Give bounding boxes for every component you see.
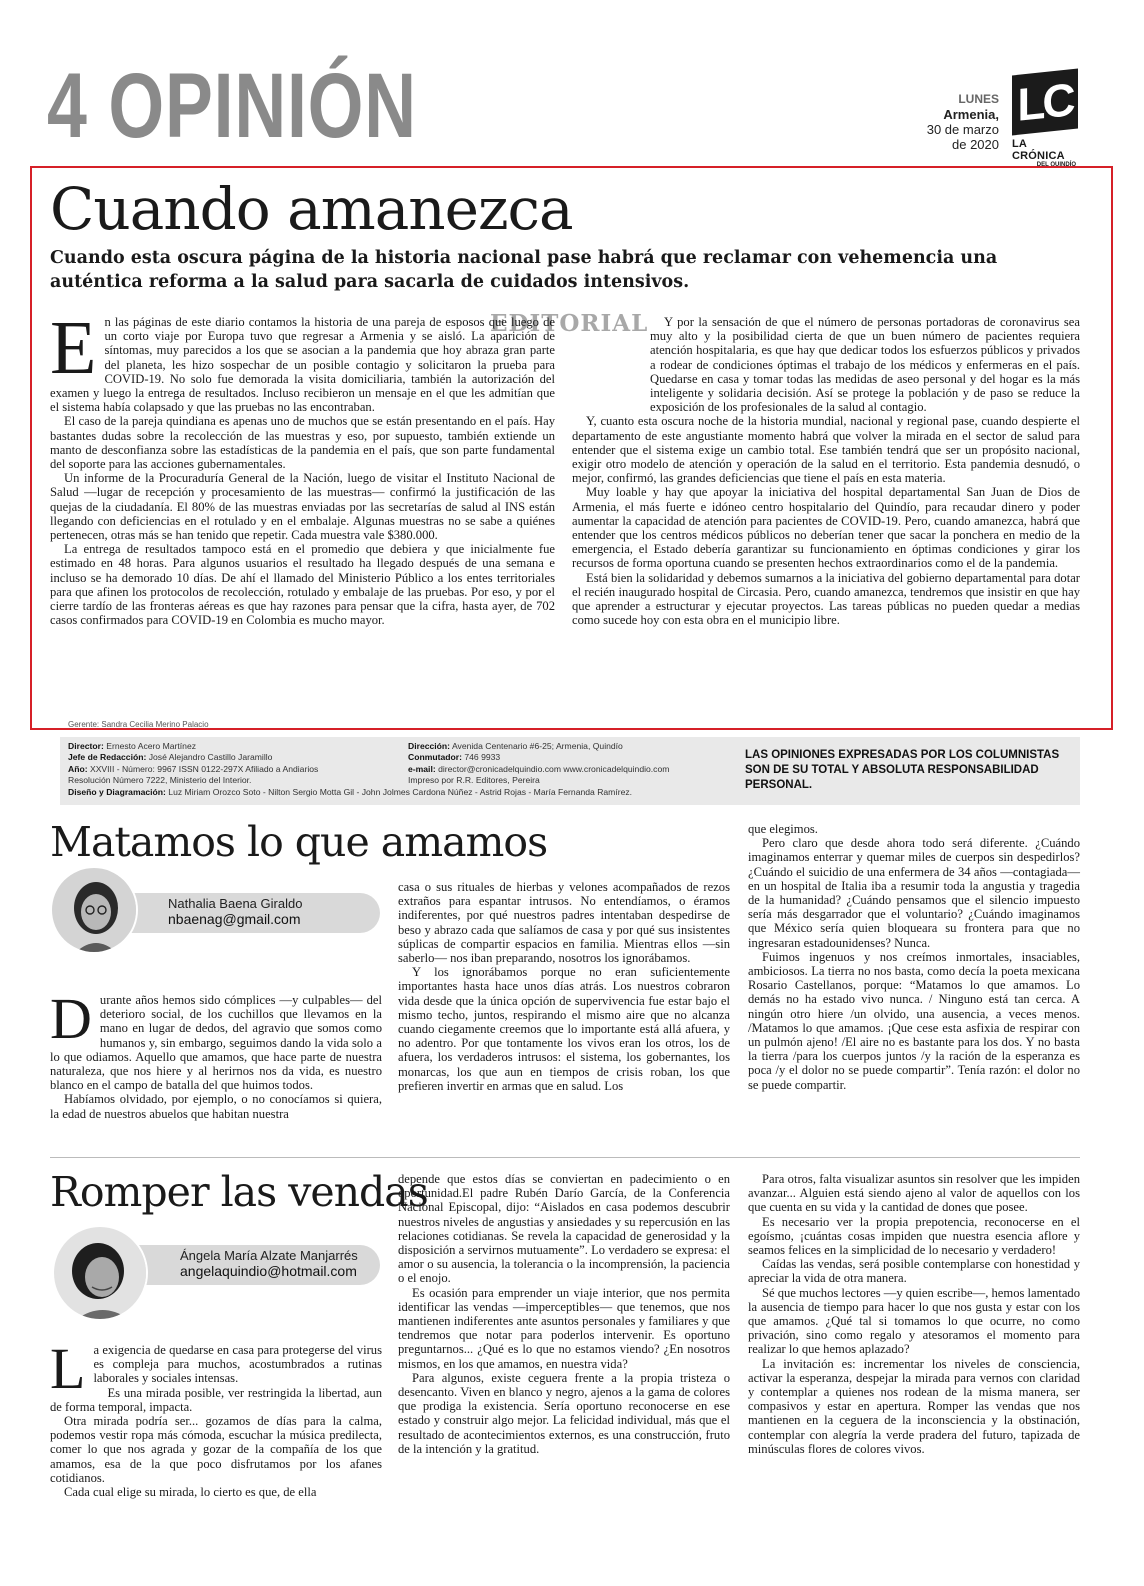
editorial-paragraph: Muy loable y hay que apoyar la iniciativa del hospital departamental San Juan de Dios de Armenia, el más fuerte e idóneo centro hospitalario del Quindío, para recaudar dinero y poder aumentar la capacidad de atención para pacientes de COVID-19. Pero, cuando amanezca, habrá que entender que los centros médicos públicos no deberían tener que sacar la ponchera en medio de la emergencia, el Estado debería garantizar su funcionamiento en óptimas condiciones y girar los recursos de forma oportuna cuando se presenten hechos extraordinarios como el de la pandemia.: [572, 485, 1080, 571]
masthead-gerente: Gerente: Sandra Cecilia Merino Palacio: [68, 720, 209, 729]
author-avatar: [52, 1225, 148, 1321]
editorial-paragraph: El caso de la pareja quindiana es apenas uno de muchos que se están presentando en el país. Hay bastantes dudas sobre la recolección de las muestras y eso, por supuesto, también extiende un manto de desconfianza sobre las estadísticas de la pandemia en el país, que son parte fundamental del soporte para las acciones gubernamentales.: [50, 414, 555, 472]
column-title: Romper las vendas: [50, 1168, 428, 1216]
editorial-paragraph: En las páginas de este diario contamos la historia de una pareja de esposos que luego de un corto viaje por Europa tuvo que regresar a Armenia y se aisló. La aparición de síntomas, muy parecidos a los que se asocian a la pandemia que hoy abraza gran parte del planeta, les hizo sospechar de un posible contagio y solicitaron la prueba para COVID-19. No solo fue demorada la visita domiciliaria, también la autorización del examen y luego la entrega de resultados. Incluso recibieron un mensaje en el que les admitían que el sistema había colapsado y que las pruebas no las encontraban.: [50, 306, 555, 415]
author-avatar: [50, 866, 138, 954]
column1-dropcap: D: [50, 986, 92, 1051]
section-divider: [50, 1157, 1080, 1158]
masthead-right: Dirección: Avenida Centenario #6-25; Armenia, Quindío Conmutador: 746 9933 e-mail: director@cronicadelquindio.com www.cronicadelquindio.com Impreso por R.R. Editores, Pereira: [408, 741, 670, 786]
dateline-date-2: de 2020: [952, 137, 999, 152]
author-email: angelaquindio@hotmail.com: [180, 1263, 357, 1279]
logo-name: LA CRÓNICA: [1012, 138, 1065, 162]
newspaper-logo: [1012, 72, 1080, 168]
author-name: Ángela María Alzate Manjarrés: [180, 1248, 358, 1263]
masthead-notice: LAS OPINIONES EXPRESADAS POR LOS COLUMNISTAS SON DE SU TOTAL Y ABSOLUTA RESPONSABILIDAD PERSONAL.: [745, 749, 1060, 791]
editorial-lead: Cuando esta oscura página de la historia nacional pase habrá que reclamar con vehemencia una auténtica reforma a la salud para sacarla de cuidados intensivos.: [50, 248, 998, 292]
dateline: [927, 92, 999, 152]
author-box: [120, 1245, 380, 1285]
author-box: [108, 893, 380, 933]
column-title: Matamos lo que amamos: [50, 818, 548, 866]
author-name: Nathalia Baena Giraldo: [168, 896, 303, 911]
column2-dropcap: L: [50, 1336, 86, 1401]
editorial-column-right: [572, 315, 1080, 627]
logo-sub: DEL QUINDÍO: [1036, 162, 1076, 168]
editorial-paragraph: La entrega de resultados tampoco está en el promedio que debiera y que inicialmente fue estimado en 48 horas. Para algunos usuarios el resultado ha llegado después de una semana e incluso se ha demorado 10 días. De ahí el llamado del Ministerio Público a los entes territoriales para que afinen los protocolos de recolección, rotulado y embalaje de las pruebas. Por eso, y por el cierre tardío de las fronteras aéreas es que hay razones para pensar que la cifra, hasta ayer, de 702 casos confirmados para COVID-19 en Colombia es mucho mayor.: [50, 542, 555, 628]
column1-text-b: casa o sus rituales de hierbas y velones acompañados de rezos extraños para espantar intrusos. No entendíamos, o éramos indiferentes, por qué nuestros padres intentaban despedirse de beso y abrazo cada que salíamos de casa y por qué sus insistentes súplicas de compartir espacios en familia. Mientras ellos —sin saberlo— nos iban preparando, nosotros los ignorábamos. Y los ignorábamos porque no eran suficientemente importantes hasta hace unos días atrás. Los nuestros cobraron vida desde que la única opción de supervivencia fue estar bajo el mismo techo, juntos, respirando el mismo aire que no alcanza cuando ciegamente creemos que lo importante está allá afuera, y no adentro. Por que tontamente los vivos eran los otros, los de afuera, los verdaderos intrusos: el sistema, los gobernantes, los monarcas, los que aun en tiempos de crisis roban, los que prefieren invertir en armas que en salud. Los: [398, 880, 730, 1093]
editorial-title: Cuando amanezca: [50, 175, 573, 243]
editorial-paragraph: Está bien la solidaridad y debemos sumarnos a la iniciativa del gobierno departamental para dotar el recién inaugurado hospital de Circasia. Pero, cuando amanezca, tendremos que insistir en que hay que aprender a estructurar y ejecutar proyectos. Las tareas públicas no pueden quedar a medias como sucede hoy con esta obra en el municipio libre.: [572, 570, 1080, 628]
editorial-paragraph: Y por la sensación de que el número de personas portadoras de coronavirus sea muy alto y la posibilidad cierta de que un buen número de pacientes requiera atención hospitalaria, es que hay que dedicar todos los esfuerzos públicos y privados a rodear de condiciones óptimas el trabajo de los médicos y enfermeras en el país. Quedarse en casa y tomar todas las medidas de aseo personal y del hogar es la más inteligente y solidaria decisión. Así se protege la población y de paso se reduce la exposición de los profesionales de la salud al contagio.: [650, 315, 1080, 415]
column1-text-a: Durante años hemos sido cómplices —y culpables— del deterioro social, de los cuchillos que llevamos en la mano en lugar de dedos, del agravio que somos como humanos y, sin embargo, seguimos dando la vida solo a lo que odiamos. Aquello que amamos, que hace parte de nuestra naturaleza, que nos hiere y al herirnos nos da vida, es nuestro blanco en el campo de batalla del que huimos todos. Habíamos olvidado, por ejemplo, o no conocíamos si quiera, la edad de nuestros abuelos que habitan nuestra: [50, 986, 382, 1121]
editorial-paragraph: Un informe de la Procuraduría General de la Nación, luego de visitar el Instituto Nacional de Salud —lugar de recepción y procesamiento de las muestras— confirmó la justificación de las quejas de la ciudadanía. El 80% de las muestras enviadas por las secretarías de salud al INS están llegando con deficiencias en el rotulado y en el embalaje. Algunas muestras no se sabe a quiénes pertenecen, otras más se han tenido que repetir. Cada muestra vale $380.000.: [50, 471, 555, 543]
dateline-city: Armenia,: [943, 107, 999, 122]
section-heading: 4 OPINIÓN: [47, 55, 417, 157]
dateline-date-1: 30 de marzo: [926, 122, 999, 137]
editorial-paragraph: Y, cuanto esta oscura noche de la historia mundial, nacional y regional pase, cuando despierte el departamento de este angustiante momento habrá que volver la mirada en el sector de salud para entender que el sistema exige un cambio total. Ese también tendrá que ser un propósito nacional, exigir otro modelo de atención y operación de la salud en el territorio. Esta pandemia desnudó, o mejor, confirmó, las grandes deficiencias que tiene el país en esta materia.: [572, 414, 1080, 486]
masthead-left: Director: Ernesto Acero Martínez Jefe de Redacción: José Alejandro Castillo Jaramillo Año: XXVIII - Número: 9967 ISSN 0122-297X Afiliado a Andiarios Resolución Número 7222, Ministerio del Interior.: [68, 741, 319, 786]
author-email: nbaenag@gmail.com: [168, 911, 301, 927]
column1-text-c: que elegimos. Pero claro que desde ahora todo será diferente. ¿Cuándo imaginamos enterrar y quemar miles de cuerpos sin despedirlos? ¿Cuándo el suicidio de una enfermera de 34 años —contagiada— en un hospital de Italia iba a resumir toda la angustia y tragedia de la humanidad? ¿Cuándo pensamos que el silencio impuesto sería más desgarrador que el voluntario? ¿Cuándo imaginamos que México sería quien bloqueara su frontera para que no ingresaran estadounidenses? Nunca. Fuimos ingenuos y nos creímos inmortales, insaciables, ambiciosos. La tierra no nos basta, como decía la poeta mexicana Rosario Castellanos, porque: “Matamos lo que amamos. Lo demás no ha estado vivo nunca. / Ninguno está tan cerca. A ningún otro hiere /un olvido, una ausencia, a veces menos. /Matamos lo que amamos. ¡Que cese esta asfixia de respirar con un pulmón ajeno! /El aire no es bastante para los dos. Y no basta la tierra /para los cuerpos juntos /y la ración de la esperanza es poca /y el dolor no se puede compartir”. Tenía razón: el dolor no se puede compartir.: [748, 822, 1080, 1092]
masthead-design: Diseño y Diagramación: Luz Miriam Orozco Soto - Nilton Sergio Motta Gil - John Jolmes Cardona Núñez - Astrid Rojas - María Fernanda Ramírez.: [68, 787, 633, 797]
column2-text-b: depende que estos días se conviertan en padecimiento o en oportunidad.El padre Rubén Darío García, de la Conferencia Nacional Episcopal, dijo: “Aislados en casa podemos descubrir nuestros niveles de angustias y ansiedades y su repercusión en las relaciones cotidianas. Se revela la capacidad de generosidad y la disposición a servirnos mutuamente”. Lo verdadero se expresa: el amor o su ausencia, la tolerancia o la incomprensión, la paciencia o el enojo. Es ocasión para emprender un viaje interior, que nos permita identificar las vendas —imperceptibles— que tenemos, que nos mantienen indiferentes ante asuntos personales y familiares y que tendremos que notar para poderlos intervenir. Es oportuno preguntarnos... ¿Qué es lo que no estamos viendo? ¿En nosotros mismos, en los que amamos, en nuestra vida? Para algunos, existe ceguera frente a la propia tristeza o desencanto. Viven en blanco y negro, ajenos a la gama de colores que prodiga la existencia. Sería oportuno reconocerse en ese estado y construir algo mejor. La felicidad individual, más que el resultado de acontecimientos externos, es una construcción, fruto de la intención y la gratitud.: [398, 1172, 730, 1456]
editorial-tag: EDITORIAL: [490, 310, 649, 337]
column2-text-a: La exigencia de quedarse en casa para protegerse del virus es compleja para muchos, acostumbrados a rutinas laborales y sociales intensas. Es una mirada posible, ver restringida la libertad, aun de forma temporal, impacta. Otra mirada podría ser... gozamos de días para la calma, podemos vestir ropa más cómoda, escuchar la música predilecta, comer lo que nos agrada y gozar de la compañía de los que amamos, esa de la que poco disfrutamos por los afanes cotidianos. Cada cual elige su mirada, lo cierto es que, de ella: [50, 1336, 382, 1500]
editorial-column-left: [50, 306, 555, 628]
column2-text-c: Para otros, falta visualizar asuntos sin resolver que les impiden avanzar... Alguien está siendo ajeno al valor de aquellos con los que cuenta en su vida y la cantidad de dones que posee. Es necesario ver la propia prepotencia, reconocerse en el egoísmo, ¡cuántas cosas impiden que nuestra esencia aflore y seamos felices en la simplicidad de lo necesario y verdadero! Caídas las vendas, será posible contemplarse con honestidad y apreciar la vida de otra manera. Sé que muchos lectores —y quien escribe—, hemos lamentado la ausencia de tiempo para hacer lo que nos gusta y estar con los que amamos. ¿Qué tal si tomamos lo que ocurre, no como privación, sino como regalo y atesoramos el momento para realizar lo que hemos aplazado? La invitación es: incrementar los niveles de consciencia, activar la esperanza, despejar la mirada para vernos con claridad y contemplar a quienes nos rodean de la misma manera, ser compasivos y estar en apertura. Romper las vendas que nos mantienen en la ceguera de la inconsciencia y la obstinación, contemplar con alegría la verde pradera del futuro, tapizada de minúsculas flores de colores vivos.: [748, 1172, 1080, 1456]
editorial-dropcap: E: [50, 306, 97, 390]
dateline-day: LUNES: [958, 92, 999, 106]
logo-mark: LC: [1012, 69, 1078, 136]
